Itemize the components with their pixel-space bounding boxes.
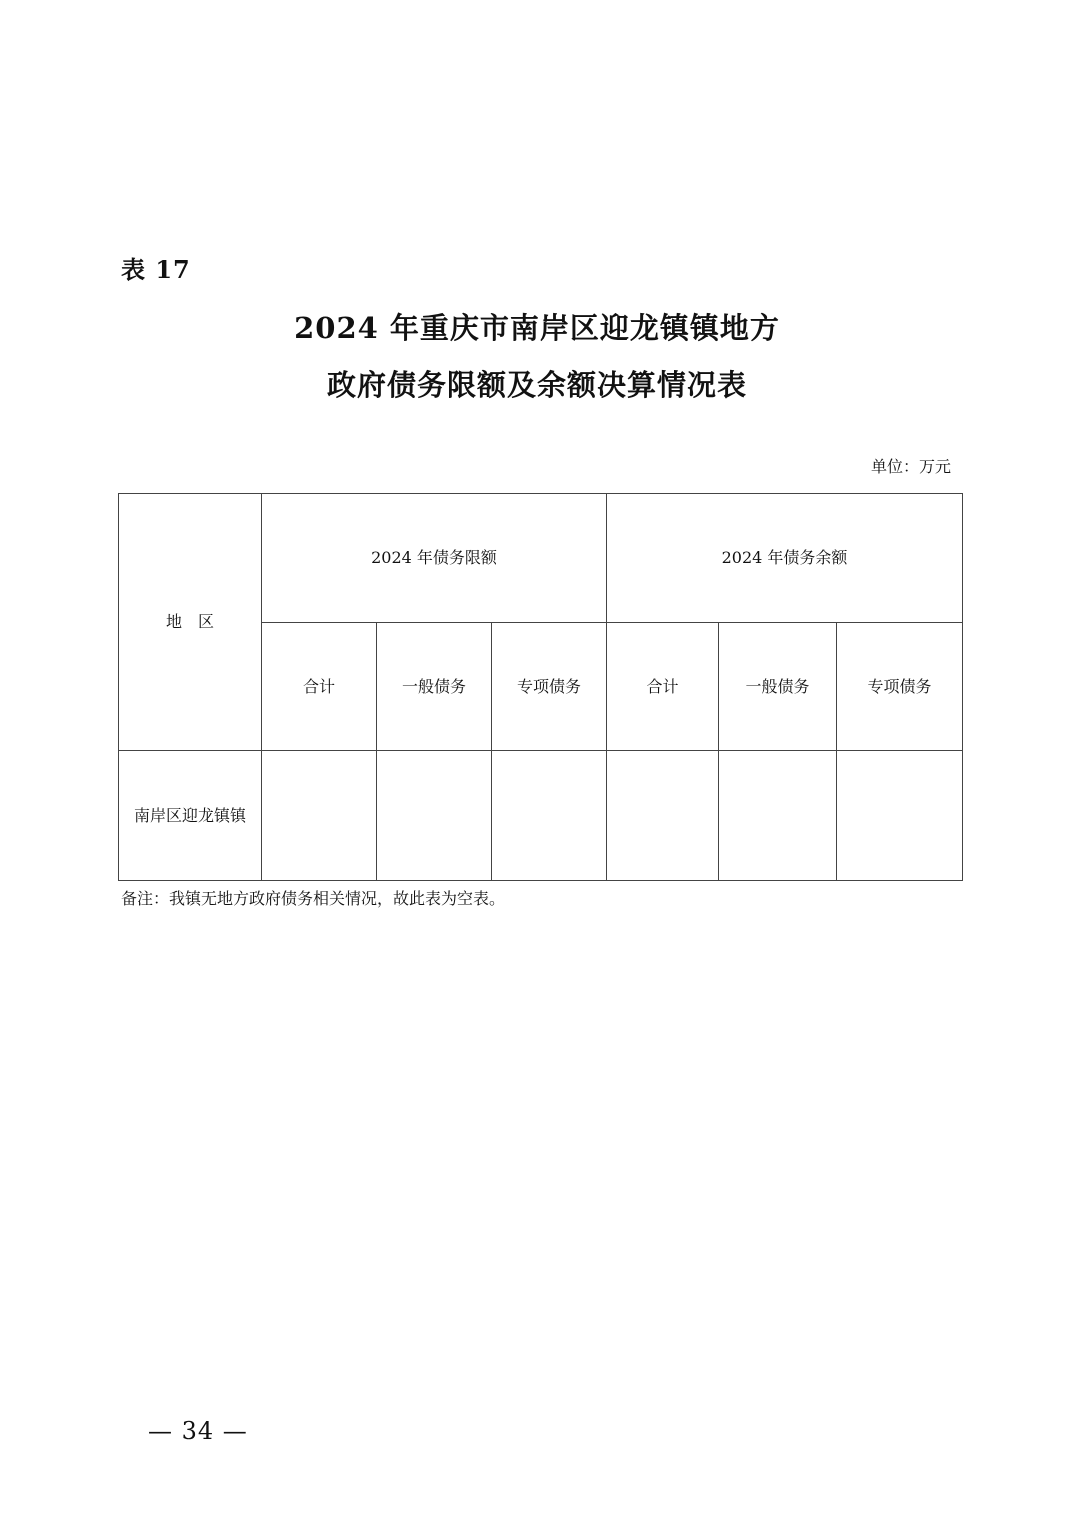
table-label: 表 17 (121, 255, 191, 284)
sub-header-limit-special: 专项债务 (492, 623, 607, 751)
document-title-line-1: 2024 年重庆市南岸区迎龙镇镇地方 (294, 311, 780, 345)
table-row (119, 751, 963, 881)
value-cell (262, 751, 377, 881)
unit-label: 单位：万元 (870, 457, 951, 476)
group-header-debt-limit: 2024 年债务限额 (262, 494, 607, 623)
document-title-line-2: 政府债务限额及余额决算情况表 (326, 368, 747, 402)
value-cell (492, 751, 607, 881)
sub-header-balance-total: 合计 (607, 623, 719, 751)
value-cell (837, 751, 963, 881)
debt-table (118, 493, 963, 881)
value-cell (607, 751, 719, 881)
region-header: 地 区 (119, 494, 262, 751)
value-cell (719, 751, 837, 881)
page-number: — 34 — (148, 1417, 248, 1445)
group-header-debt-balance: 2024 年债务余额 (607, 494, 963, 623)
header-row-groups (119, 494, 963, 623)
table-note: 备注：我镇无地方政府债务相关情况，故此表为空表。 (121, 889, 506, 908)
sub-header-balance-general: 一般债务 (719, 623, 837, 751)
sub-header-balance-special: 专项债务 (837, 623, 963, 751)
value-cell (377, 751, 492, 881)
sub-header-limit-general: 一般债务 (377, 623, 492, 751)
region-cell: 南岸区迎龙镇镇 (119, 751, 262, 881)
sub-header-limit-total: 合计 (262, 623, 377, 751)
